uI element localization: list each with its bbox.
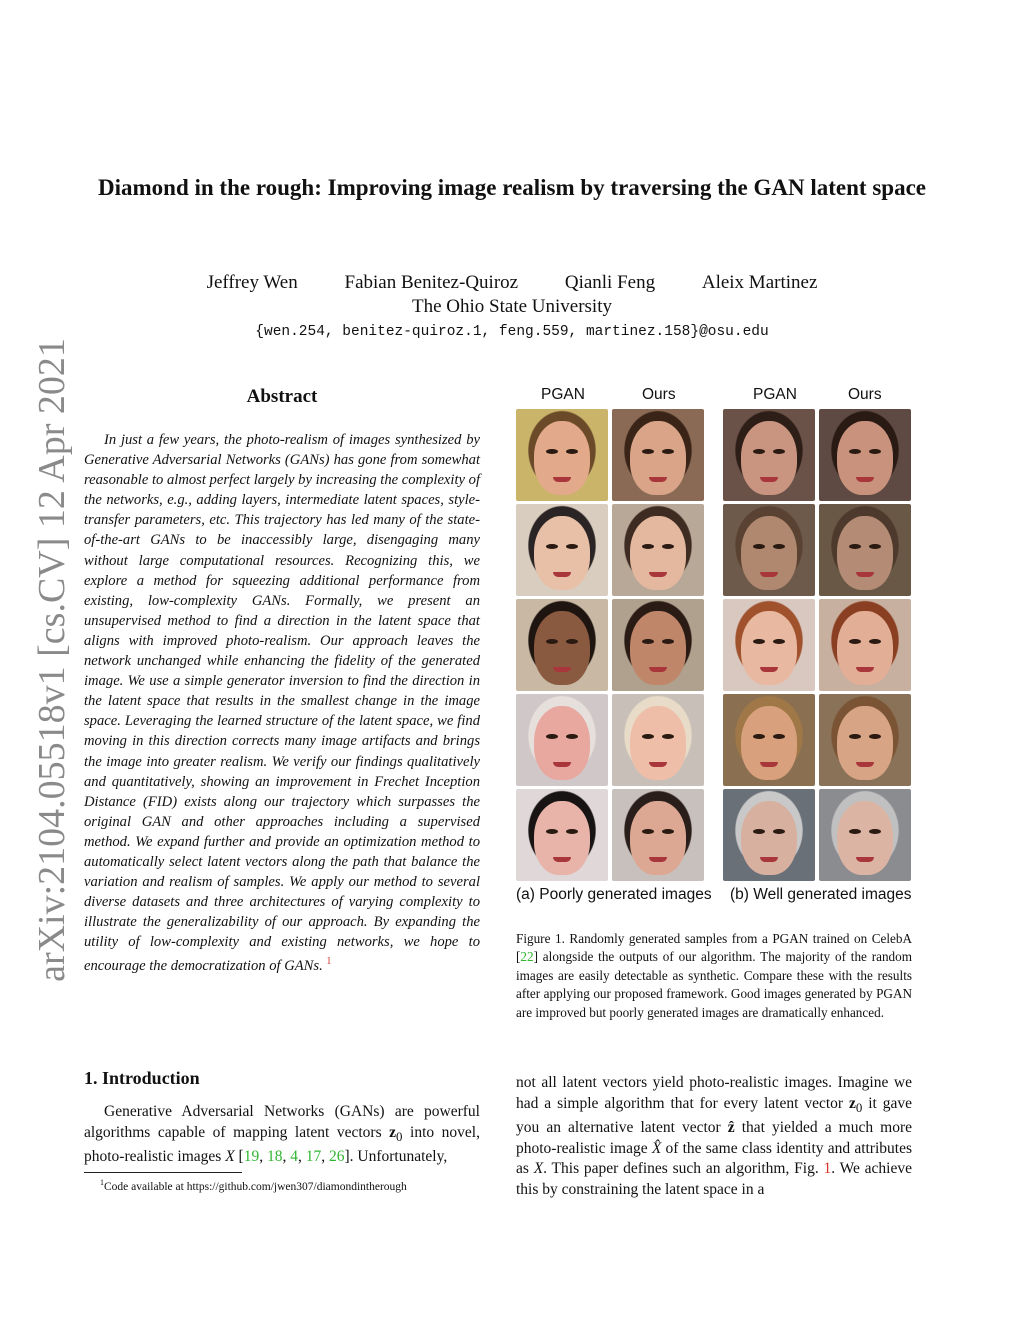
footnote-link[interactable]: 1 bbox=[326, 956, 332, 968]
intro-text: not all latent vectors yield photo-realistic images. Imagine we had a simple algorithm that for every latent vector bbox=[516, 1074, 912, 1112]
author: Jeffrey Wen bbox=[206, 272, 298, 293]
face-image bbox=[612, 599, 704, 691]
footnote-mark: 1 bbox=[100, 1178, 104, 1187]
face-image bbox=[819, 789, 911, 881]
arxiv-identifier: arXiv:2104.05518v1 [cs.CV] 12 Apr 2021 bbox=[31, 338, 73, 982]
face-image bbox=[612, 694, 704, 786]
face-image bbox=[723, 599, 815, 691]
citation-link[interactable]: 17 bbox=[305, 1148, 322, 1166]
intro-text: of the same class identity and attributes as bbox=[516, 1139, 912, 1178]
intro-text: . We achieve this by constraining the latent space in a bbox=[516, 1160, 912, 1198]
author-list bbox=[90, 271, 934, 295]
author: Aleix Martinez bbox=[701, 272, 818, 293]
footnote-rule bbox=[84, 1172, 242, 1173]
section-heading-introduction: 1. Introduction bbox=[84, 1068, 200, 1088]
author-emails: {wen.254, benitez-quiroz.1, feng.559, martinez.158}@osu.edu bbox=[255, 324, 769, 340]
column-label-ours: Ours bbox=[642, 386, 676, 403]
face-image bbox=[516, 504, 608, 596]
face-image bbox=[723, 789, 815, 881]
abstract-heading: Abstract bbox=[246, 386, 318, 407]
column-label-pgan: PGAN bbox=[541, 386, 585, 403]
face-image bbox=[516, 789, 608, 881]
face-image bbox=[516, 694, 608, 786]
face-image bbox=[819, 504, 911, 596]
face-image bbox=[723, 504, 815, 596]
intro-text: into novel, photo-realistic images bbox=[84, 1123, 480, 1166]
face-image bbox=[819, 409, 911, 501]
face-image bbox=[612, 409, 704, 501]
abstract-text: In just a few years, the photo-realism of images synthesized by Generative Adversarial Networks (GANs) has gone from somewhat reasonable to almost perfect largely by increasing the complexity of the networks, e.g., adding layers, intermediate latent spaces, style-transfer parameters, etc. This trajectory has led many of the state-of-the-art GANs to be inaccessibly large, disengaging many without large computational resources. Recognizing this, we explore a method for squeezing additional performance from existing, low-complexity GANs. Formally, we present an unsupervised method to find a direction in the latent space that aligns with improved photo-realism. Our approach leaves the network unchanged while enhancing the fidelity of the generated image. We use a simple generator inversion to find the direction in the latent space that results in the smallest change in the image space. Leveraging the learned structure of the latent space, we find moving in this direction corrects many image artifacts and brings the image into greater realism. We verify our findings qualitatively and quantitatively, showing an improvement in Frechet Inception Distance (FID) exists along our trajectory which surpasses the original GAN and other approaches including a supervised method. We expand further and provide an optimization method to automatically select latent vectors along the path that balance the variation and realism of samples. We apply our method to several diverse datasets and three architectures of varying complexity to illustrate the generalizability of our approach. By expanding the utility of low-complexity and existing networks, we hope to encourage the democratization of GANs. bbox=[84, 432, 480, 975]
caption-text: Figure 1. Randomly generated samples from a PGAN trained on CelebA [ bbox=[516, 931, 912, 965]
intro-text: that yielded a much more photo-realistic image bbox=[516, 1119, 912, 1157]
citation-link[interactable]: 19 bbox=[243, 1148, 260, 1166]
face-image bbox=[612, 504, 704, 596]
citation-link[interactable]: 18 bbox=[266, 1148, 283, 1166]
intro-text: Generative Adversarial Networks (GANs) are powerful algorithms capable of mapping latent vectors bbox=[84, 1103, 480, 1141]
citation-link[interactable]: 4 bbox=[290, 1148, 298, 1166]
face-image bbox=[516, 409, 608, 501]
face-image bbox=[612, 789, 704, 881]
author: Fabian Benitez-Quiroz bbox=[344, 272, 519, 293]
column-label-pgan: PGAN bbox=[753, 386, 797, 403]
face-image bbox=[723, 694, 815, 786]
paper-title: Diamond in the rough: Improving image realism by traversing the GAN latent space bbox=[98, 175, 926, 200]
affiliation: The Ohio State University bbox=[412, 296, 612, 317]
figure-caption bbox=[516, 930, 912, 1022]
intro-paragraph-continued bbox=[516, 1073, 912, 1200]
subcaption-a: (a) Poorly generated images bbox=[516, 886, 712, 903]
caption-text: ] alongside the outputs of our algorithm. The majority of the random images are easily detectable as synthetic. Compare these with the results after applying our proposed framework. Good images generated by PGAN are improved but poorly generated images are dramatically enhanced. bbox=[516, 949, 912, 1020]
footnote bbox=[100, 1178, 407, 1193]
math-subscript: 0 bbox=[396, 1128, 403, 1144]
abstract-body bbox=[84, 430, 480, 976]
subcaption-b: (b) Well generated images bbox=[730, 886, 912, 903]
math-zhat: ẑ bbox=[727, 1119, 735, 1137]
column-label-ours: Ours bbox=[848, 386, 882, 403]
face-image bbox=[819, 599, 911, 691]
math-xhat: X̂ bbox=[651, 1139, 662, 1157]
citation-link[interactable]: 22 bbox=[520, 949, 534, 965]
face-image bbox=[723, 409, 815, 501]
face-image bbox=[819, 694, 911, 786]
intro-text: . This paper defines such an algorithm, Fig. bbox=[543, 1160, 824, 1178]
intro-text: it gave you an alternative latent vector bbox=[516, 1094, 913, 1137]
math-z0: z bbox=[848, 1094, 856, 1112]
citation-link[interactable]: 26 bbox=[328, 1148, 345, 1166]
figure-link[interactable]: 1 bbox=[823, 1160, 832, 1178]
math-subscript: 0 bbox=[855, 1099, 863, 1115]
footnote-text: Code available at https://github.com/jwen307/diamondintherough bbox=[104, 1180, 407, 1193]
intro-paragraph: Generative Adversarial Networks (GANs) are powerful algorithms capable of mapping latent vectors $z_0$ into novel, photo-realistic images X [19, 18, 4, 17, 26]. Unfortunately, bbox=[84, 1103, 480, 1166]
author: Qianli Feng bbox=[564, 272, 656, 293]
math-z0: z bbox=[389, 1123, 397, 1141]
math-x: X bbox=[533, 1160, 544, 1178]
math-x: X bbox=[225, 1148, 235, 1166]
face-image bbox=[516, 599, 608, 691]
figure-image-grid bbox=[516, 409, 912, 881]
intro-text: Unfortunately, bbox=[353, 1148, 448, 1166]
